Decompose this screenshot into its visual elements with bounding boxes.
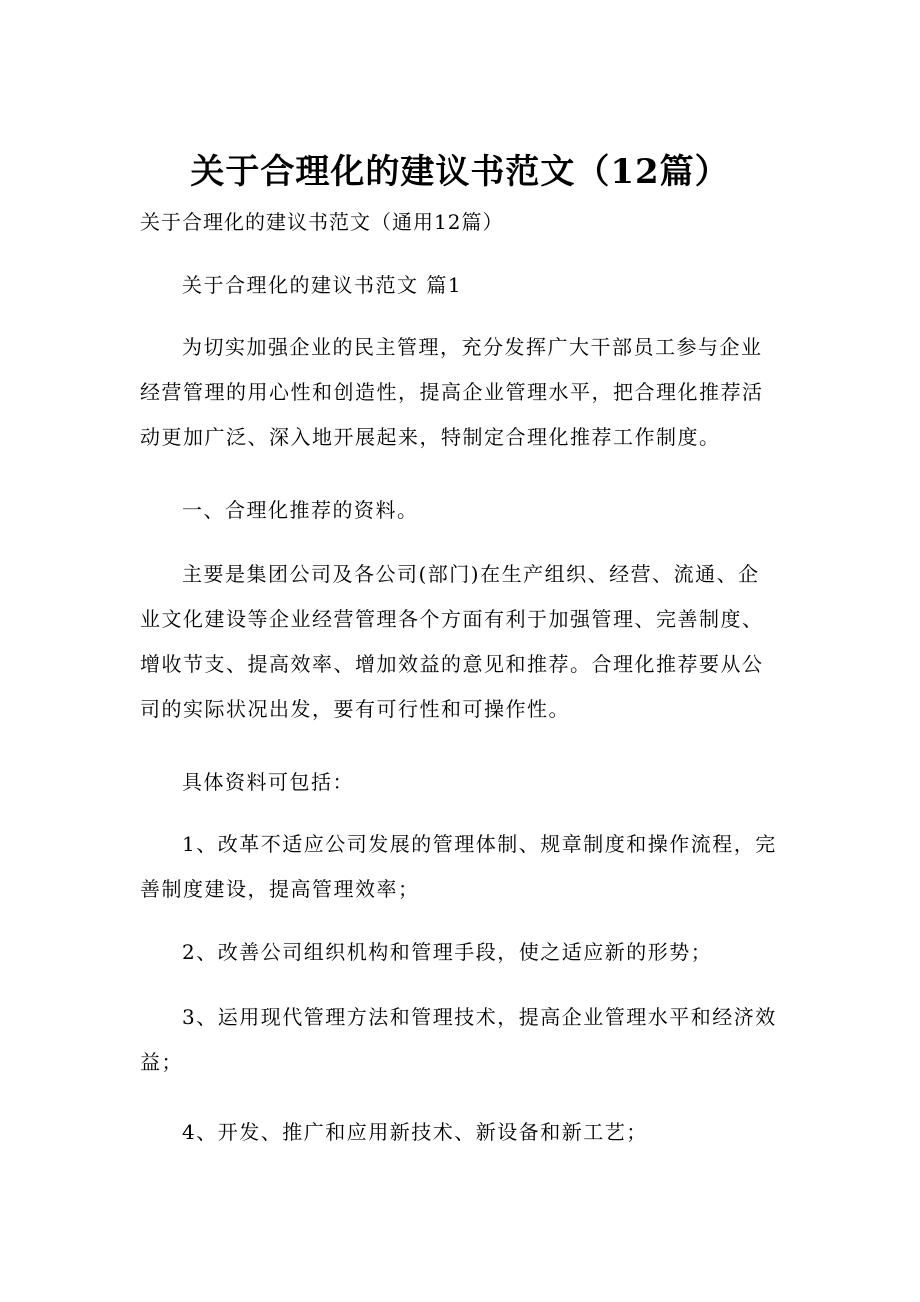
paragraph-intro: 为切实加强企业的民主管理，充分发挥广大干部员工参与企业经营管理的用心性和创造性，提高企业管理水平，把合理化推荐活动更加广泛、深入地开展起来，特制定合理化推荐工作制度。 [140, 335, 764, 449]
paragraph-specific-list-intro: 具体资料可包括： [182, 770, 354, 794]
document-subtitle: 关于合理化的建议书范文（通用12篇） [140, 210, 504, 234]
list-item-1: 1、改革不适应公司发展的管理体制、规章制度和操作流程，完善制度建设，提高管理效率； [140, 832, 777, 901]
list-item-4: 4、开发、推广和应用新技术、新设备和新工艺； [182, 1120, 648, 1144]
paragraph-main-content: 主要是集团公司及各公司(部门)在生产组织、经营、流通、企业文化建设等企业经营管理各个方面有利于加强管理、完善制度、增收节支、提高效率、增加效益的意见和推荐。合理化推荐要从公司的实际状况出发，要有可行性和可操作性。 [140, 562, 764, 721]
document-title: 关于合理化的建议书范文（12篇） [190, 152, 730, 192]
list-item-3: 3、运用现代管理方法和管理技术，提高企业管理水平和经济效益； [140, 1005, 777, 1074]
section-heading-content: 一、合理化推荐的资料。 [182, 498, 419, 522]
list-item-2: 2、改善公司组织机构和管理手段，使之适应新的形势； [182, 940, 713, 964]
section-heading-1: 关于合理化的建议书范文 篇1 [182, 273, 463, 297]
